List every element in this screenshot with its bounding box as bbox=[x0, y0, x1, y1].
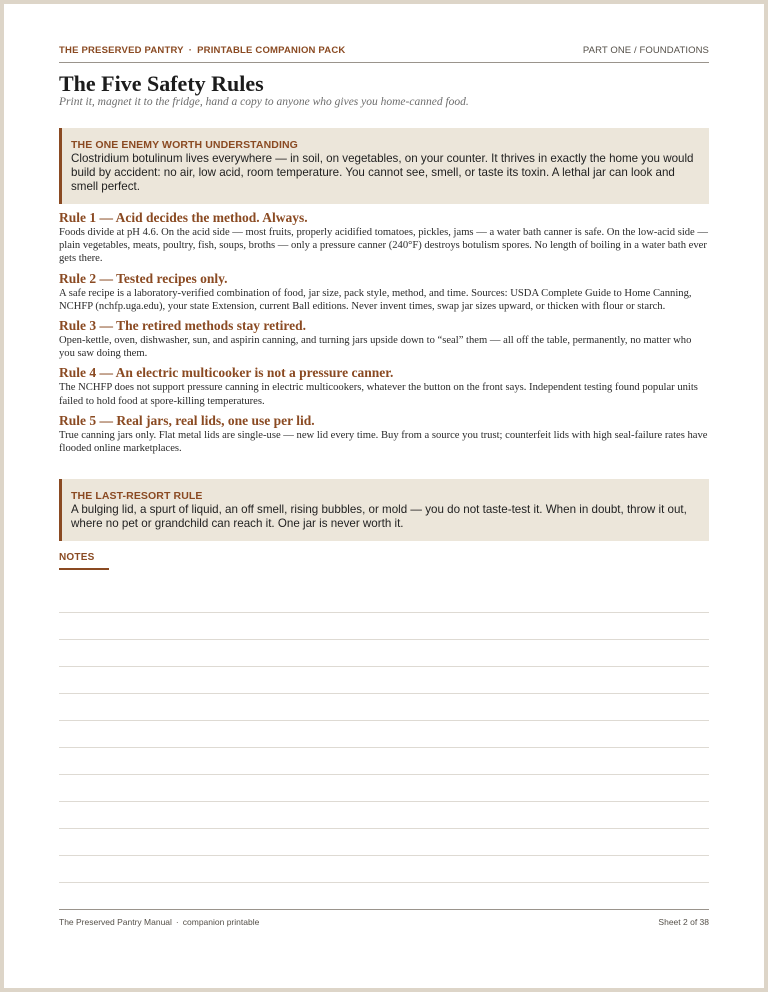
rule-body: Foods divide at pH 4.6. On the acid side — most fruits, properly acidified tomatoes, pickles, jams — a water bath canner is safe. On the low-acid side — plain vegetables, meats, poultry, fish, soups, broths — only a pressure canner (240°F) destroys botulism spores. No length of boiling in a water bath ever gets there. bbox=[59, 227, 709, 265]
page-title: The Five Safety Rules bbox=[59, 71, 264, 96]
notes-underline bbox=[59, 568, 109, 570]
section-label: PART ONE / FOUNDATIONS bbox=[582, 45, 709, 56]
note-line bbox=[59, 612, 709, 613]
note-line bbox=[59, 774, 709, 775]
sheet-number: Sheet 2 of 38 bbox=[658, 917, 709, 927]
callout-last-resort bbox=[59, 479, 709, 541]
rule-title: Rule 3 — The retired methods stay retired. bbox=[59, 318, 306, 334]
note-line bbox=[59, 882, 709, 883]
note-line bbox=[59, 666, 709, 667]
note-line bbox=[59, 720, 709, 721]
rule-3 bbox=[59, 317, 709, 360]
note-line bbox=[59, 828, 709, 829]
callout-body: A bulging lid, a spurt of liquid, an off smell, rising bubbles, or mold — you do not taste-test it. When in doubt, throw it out, where no pet or grandchild can reach it. One jar is never worth it. bbox=[71, 503, 687, 530]
rules-list bbox=[59, 209, 709, 459]
footer-kind: companion printable bbox=[182, 917, 260, 927]
footer-separator: · bbox=[175, 917, 179, 927]
note-line bbox=[59, 801, 709, 802]
rule-title: Rule 5 — Real jars, real lids, one use per lid. bbox=[59, 412, 315, 428]
rule-body: A safe recipe is a laboratory-verified combination of food, jar size, pack style, method, and time. Sources: USDA Complete Guide to Home Canning, NCHFP (nchfp.uga.edu), your state Extension, current Ball editions. Never invent times, swap jar sizes upward, or thicken with flour or starch. bbox=[59, 287, 692, 312]
callout-title: THE ONE ENEMY WORTH UNDERSTANDING bbox=[71, 139, 298, 151]
rule-body: Open-kettle, oven, dishwasher, sun, and aspirin canning, and turning jars upside down to “seal” them — all off the table, permanently, no matter who you saw doing them. bbox=[59, 335, 692, 360]
page-footer bbox=[59, 909, 709, 927]
rule-body: The NCHFP does not support pressure canning in electric multicookers, whatever the button on the front says. Independent testing found popular units failed to hold food at spore-killing temperatures. bbox=[59, 382, 698, 407]
rule-title: Rule 2 — Tested recipes only. bbox=[59, 270, 228, 286]
note-line bbox=[59, 639, 709, 640]
pack-name: PRINTABLE COMPANION PACK bbox=[197, 45, 346, 56]
rule-4 bbox=[59, 364, 709, 407]
note-line bbox=[59, 693, 709, 694]
page-header bbox=[59, 38, 709, 63]
callout-title: THE LAST-RESORT RULE bbox=[71, 490, 203, 502]
rule-1 bbox=[59, 209, 709, 266]
note-line bbox=[59, 855, 709, 856]
brand-separator: · bbox=[188, 45, 193, 56]
rule-5 bbox=[59, 412, 709, 455]
note-line bbox=[59, 747, 709, 748]
footer-manual: The Preserved Pantry Manual bbox=[59, 917, 172, 927]
notes-label: NOTES bbox=[59, 552, 95, 563]
rule-body: True canning jars only. Flat metal lids are single-use — new lid every time. Buy from a source you trust; counterfeit lids with high seal-failure rates have flooded online marketplaces. bbox=[59, 429, 708, 455]
rule-title: Rule 1 — Acid decides the method. Always. bbox=[59, 210, 308, 225]
rule-title: Rule 4 — An electric multicooker is not a pressure canner. bbox=[59, 365, 394, 381]
footer-left bbox=[59, 917, 259, 927]
brand-line bbox=[59, 45, 345, 56]
callout-body: Clostridium botulinum lives everywhere — in soil, on vegetables, on your counter. It thrives in exactly the home you would build by accident: no air, low acid, room temperature. You cannot see, smell, or taste its toxin. A lethal jar can look and smell perfect. bbox=[71, 152, 694, 193]
rule-2 bbox=[59, 270, 709, 313]
callout-one-enemy bbox=[59, 128, 709, 204]
page-subtitle: Print it, magnet it to the fridge, hand a copy to anyone who gives you home-canned food. bbox=[59, 96, 469, 108]
brand-name: THE PRESERVED PANTRY bbox=[59, 45, 184, 56]
printable-page bbox=[4, 4, 764, 988]
